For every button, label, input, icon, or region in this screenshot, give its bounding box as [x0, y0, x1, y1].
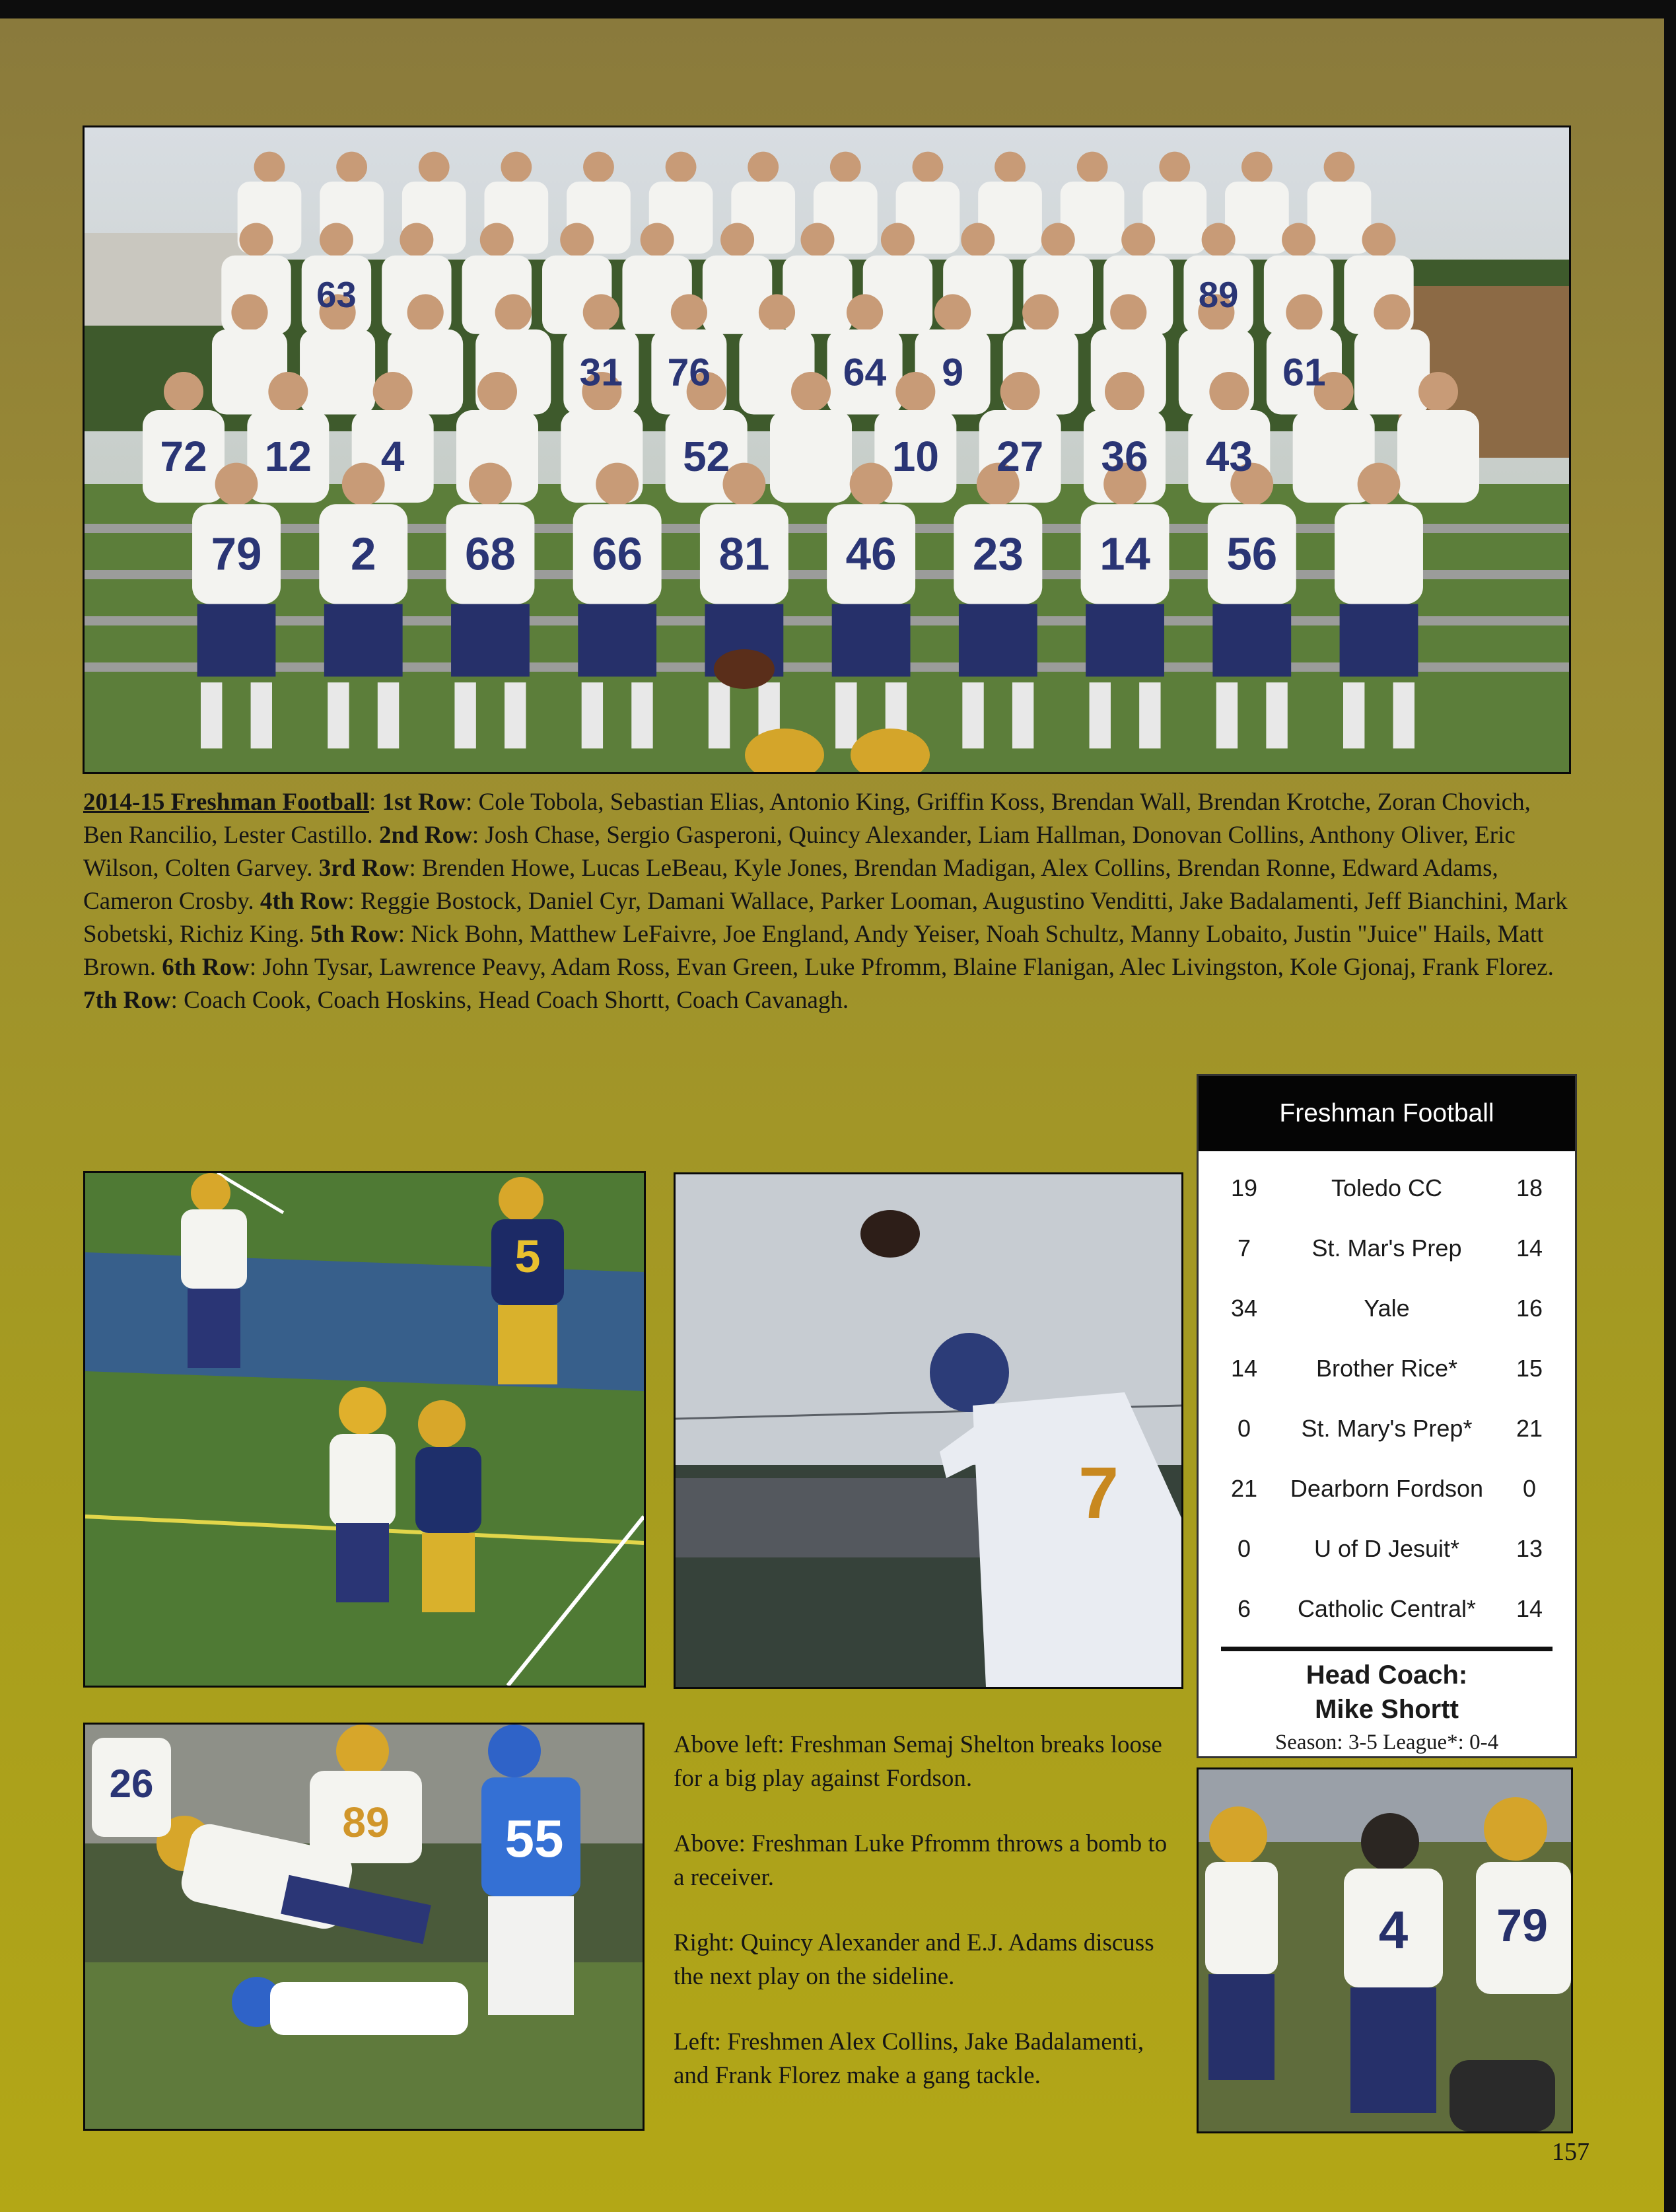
- page-number: 157: [1552, 2138, 1589, 2166]
- jersey-number: 56: [1226, 528, 1278, 580]
- jersey-number: 43: [1205, 433, 1253, 480]
- row-label-5: 5th Row: [310, 921, 398, 948]
- our-score: 21: [1230, 1474, 1258, 1502]
- jersey-number: 72: [160, 433, 207, 480]
- game-row: [1221, 1278, 1553, 1338]
- jersey-number: 63: [316, 275, 357, 315]
- their-score: 14: [1516, 1594, 1543, 1622]
- game-row: [1221, 1338, 1553, 1398]
- opponent: U of D Jesuit*: [1313, 1534, 1460, 1562]
- game-row: [1221, 1158, 1553, 1218]
- team-caption: 2014-15 Freshman Football: 1st Row: Cole Tobola, Sebastian Elias, Antonio King, Griffin Koss, Brendan Wall, Brendan Krotche, Zoran Chovich, Ben Rancilio, Lester Castillo. 2nd Row: Josh Chase, Sergio Gasperoni, Quincy Alexander, Liam Hallman, Donovan Collins, Anthony Oliver, Eric Wilson, Colten Garvey. 3rd Row: Brenden Howe, Lucas LeBeau, Kyle Jones, Brendan Madigan, Alex Collins, Brendan Ronne, Edward Adams, Cameron Crosby. 4th Row: Reggie Bostock, Daniel Cyr, Damani Wallace, Parker Looman, Augustino Venditti, Jake Badalamenti, Jeff Bianchini, Mark Sobetski, Richiz King. 5th Row: Nick Bohn, Matthew LeFaivre, Joe England, Andy Yeiser, Noah Schultz, Manny Lobaito, Justin "Juice" Hails, Matt Brown. 6th Row: John Tysar, Lawrence Peavy, Adam Ross, Evan Green, Luke Pfromm, Blaine Flanigan, Alec Livingston, Kole Gjonaj, Frank Florez. 7th Row: Coach Cook, Coach Hoskins, Head Coach Shortt, Coach Cavanagh.: [83, 789, 1568, 1014]
- row-names-1: Cole Tobola, Sebastian Elias, Antonio King, Griffin Koss, Brendan Wall, Brendan Krotche, Zoran Chovich, Ben Rancilio, Lester Castillo.: [83, 789, 1531, 849]
- row-names-2: Josh Chase, Sergio Gasperoni, Quincy Alexander, Liam Hallman, Donovan Collins, Anthony Oliver, Eric Wilson, Colten Garvey.: [83, 822, 1516, 882]
- jersey-number: 64: [843, 351, 887, 394]
- opponent: Brother Rice*: [1315, 1354, 1458, 1382]
- opponent: St. Mar's Prep: [1311, 1234, 1462, 1262]
- jersey-number: 31: [579, 351, 623, 394]
- jersey-number: 10: [891, 433, 939, 480]
- row-names-4: Reggie Bostock, Daniel Cyr, Damani Wallace, Parker Looman, Augustino Venditti, Jake Badalamenti, Jeff Bianchini, Mark Sobetski, Richiz King.: [83, 888, 1568, 948]
- jersey-number: 14: [1100, 528, 1150, 580]
- jersey-number: 2: [351, 528, 376, 580]
- team-photo: [83, 125, 1571, 774]
- jersey-number: 68: [465, 528, 516, 580]
- our-score: 34: [1230, 1294, 1258, 1322]
- jersey-number: 61: [1282, 351, 1326, 394]
- jersey-number: 27: [996, 433, 1044, 480]
- row-names-5: Nick Bohn, Matthew LeFaivre, Joe England, Andy Yeiser, Noah Schultz, Manny Lobaito, Justin "Juice" Hails, Matt Brown.: [83, 921, 1544, 981]
- game-row: [1221, 1458, 1553, 1518]
- caption-left: Left: Freshmen Alex Collins, Jake Badalamenti, and Frank Florez make a gang tackle.: [674, 2028, 1144, 2089]
- coach-name: Mike Shortt: [1315, 1695, 1459, 1724]
- game-row: [1221, 1398, 1553, 1458]
- caption-above: Above: Freshman Luke Pfromm throws a bomb to a receiver.: [674, 1830, 1168, 1891]
- their-score: 18: [1516, 1174, 1543, 1201]
- jersey-number-79: 79: [1496, 1900, 1548, 1951]
- svg-text:89: 89: [342, 1799, 390, 1846]
- running-play-photo: [83, 1171, 646, 1688]
- opponent: St. Mary's Prep*: [1301, 1414, 1473, 1442]
- jersey-number: 9: [942, 351, 963, 394]
- row-names-7: Coach Cook, Coach Hoskins, Head Coach Shortt, Coach Cavanagh.: [184, 987, 849, 1014]
- jersey-number: 76: [667, 351, 711, 394]
- jersey-number: 89: [1198, 275, 1239, 315]
- row-names-3: Brenden Howe, Lucas LeBeau, Kyle Jones, Brendan Madigan, Alex Collins, Brendan Ronne, Edward Adams, Cameron Crosby.: [83, 855, 1498, 915]
- row-label-2: 2nd Row: [379, 822, 472, 849]
- jersey-number: 23: [972, 528, 1024, 580]
- our-score: 0: [1237, 1414, 1251, 1442]
- row-label-3: 3rd Row: [318, 855, 409, 882]
- scorebox-games: [1199, 1151, 1575, 1639]
- scorebox-title: Freshman Football: [1199, 1076, 1575, 1151]
- sideline-photo: [1197, 1767, 1573, 2133]
- player-white-26: [92, 1738, 171, 1837]
- jersey-number-4: 4: [1378, 1900, 1409, 1959]
- jersey-number: 52: [683, 433, 730, 480]
- svg-text:26: 26: [109, 1762, 154, 1806]
- team-caption-lead: 2014-15 Freshman Football: [83, 789, 370, 816]
- coach-label: Head Coach:: [1306, 1660, 1468, 1690]
- season-record: Season: 3-5 League*: 0-4: [1274, 1730, 1499, 1754]
- their-score: 13: [1516, 1534, 1543, 1562]
- opponent: Yale: [1364, 1294, 1410, 1322]
- our-score: 6: [1237, 1594, 1251, 1622]
- jersey-number: 36: [1101, 433, 1148, 480]
- jersey-number: 12: [264, 433, 312, 480]
- their-score: 21: [1516, 1414, 1543, 1442]
- photo-captions: [674, 1728, 1175, 2124]
- game-row: [1221, 1518, 1553, 1579]
- row-label-4: 4th Row: [260, 888, 348, 915]
- row-label-1: 1st Row: [382, 789, 466, 816]
- jersey-number: 46: [845, 528, 897, 580]
- game-row: [1221, 1579, 1553, 1639]
- opponent: Toledo CC: [1331, 1174, 1443, 1201]
- jersey-number: 66: [592, 528, 643, 580]
- jersey-number: 4: [380, 433, 405, 480]
- our-score: 0: [1237, 1534, 1251, 1562]
- jersey-number-7: 7: [1078, 1452, 1119, 1534]
- caption-right: Right: Quincy Alexander and E.J. Adams discuss the next play on the sideline.: [674, 1929, 1154, 1990]
- game-row: [1221, 1218, 1553, 1278]
- their-score: 15: [1516, 1354, 1543, 1382]
- scorebox: [1197, 1074, 1577, 1758]
- jersey-number: 79: [211, 528, 262, 580]
- their-score: 14: [1516, 1234, 1543, 1262]
- svg-text:55: 55: [505, 1809, 564, 1868]
- their-score: 16: [1516, 1294, 1543, 1322]
- our-score: 19: [1230, 1174, 1258, 1201]
- their-score: 0: [1522, 1474, 1537, 1502]
- scorebox-divider: [1221, 1647, 1553, 1651]
- row-label-6: 6th Row: [162, 954, 250, 981]
- football: [714, 649, 775, 689]
- throw-photo: [674, 1172, 1183, 1689]
- row-label-7: 7th Row: [83, 987, 171, 1014]
- row-names-6: John Tysar, Lawrence Peavy, Adam Ross, Evan Green, Luke Pfromm, Blaine Flanigan, Alec Livingston, Kole Gjonaj, Frank Florez.: [262, 954, 1554, 981]
- opponent: Dearborn Fordson: [1290, 1474, 1484, 1502]
- yearbook-page: [0, 18, 1664, 2212]
- our-score: 14: [1230, 1354, 1258, 1382]
- our-score: 7: [1237, 1234, 1251, 1262]
- football: [860, 1210, 920, 1258]
- tackle-photo: [83, 1723, 645, 2131]
- jersey-number-5: 5: [514, 1231, 541, 1282]
- caption-above-left: Above left: Freshman Semaj Shelton breaks loose for a big play against Fordson.: [674, 1731, 1162, 1792]
- opponent: Catholic Central*: [1297, 1594, 1477, 1622]
- jersey-number: 81: [718, 528, 770, 580]
